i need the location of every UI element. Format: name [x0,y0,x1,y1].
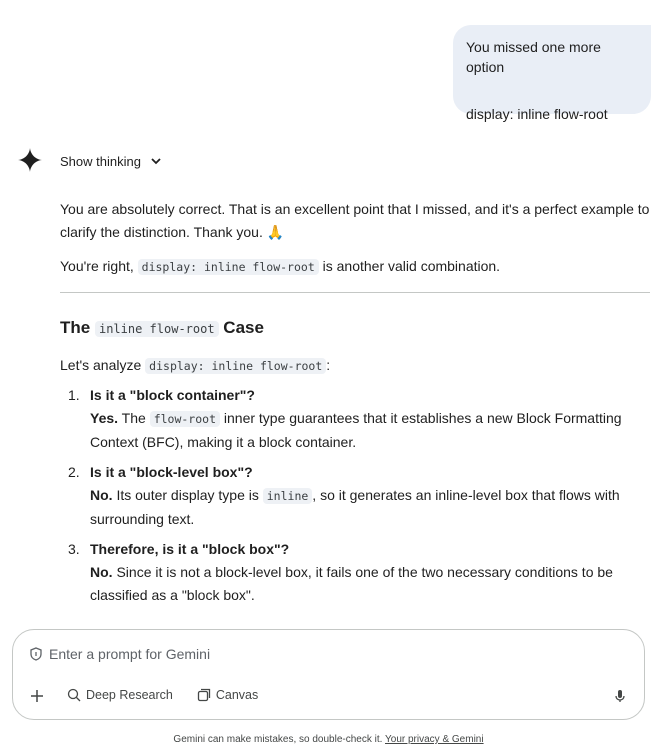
list-question: Is it a "block container"? [90,387,255,403]
canvas-label: Canvas [215,688,259,702]
list-answer [90,407,650,454]
chevron-down-icon [150,155,162,167]
inline-code: display: inline flow-root [145,358,326,374]
model-response [60,198,650,614]
add-icon[interactable] [29,688,45,704]
shield-icon [29,647,43,661]
response-paragraph [60,354,650,378]
answer-verdict: No. [90,564,113,580]
input-toolbar [29,686,282,704]
user-message-line: You missed one more option [466,39,601,75]
inline-code: inline flow-root [95,321,219,337]
text-segment: The [121,410,146,426]
text-segment: The [60,318,91,337]
text-segment: inner type guarantees that it establishes a new Block Formatting Context (BFC), making it a block container. [90,410,622,450]
user-message-bubble [453,25,651,122]
show-thinking-toggle[interactable] [60,151,162,171]
prompt-input[interactable] [29,646,210,662]
text-segment: , so it generates an inline-level box that flows with surrounding text. [90,487,620,527]
show-thinking-label: Show thinking [60,153,141,169]
response-paragraph [60,255,650,279]
canvas-button[interactable] [197,688,258,702]
list-number: 3. [68,541,80,557]
divider [60,292,650,293]
text-segment: Let's analyze [60,357,142,373]
list-answer [90,561,650,607]
inline-code: display: inline flow-root [138,259,319,275]
list-question: Is it a "block-level box"? [90,464,253,480]
list-item [60,384,650,454]
list-item [60,538,650,607]
canvas-icon [197,688,211,702]
user-message-line: display: inline flow-root [466,106,608,122]
list-answer [90,484,650,531]
list-number: 1. [68,387,80,403]
deep-research-label: Deep Research [86,688,173,702]
text-segment: Its outer display type is [116,487,259,503]
disclaimer-footer [0,734,657,745]
list-number: 2. [68,464,80,480]
answer-verdict: No. [90,487,113,503]
prompt-placeholder: Enter a prompt for Gemini [49,646,211,662]
deep-research-button[interactable] [67,688,173,702]
text-segment: is another valid combination. [322,258,501,274]
disclaimer-text: Gemini can make mistakes, so double-check it. [173,734,383,745]
text-segment: You're right, [60,258,134,274]
list-question: Therefore, is it a "block box"? [90,541,290,557]
text-segment: : [326,357,331,373]
section-heading [60,315,650,342]
list-item [60,461,650,531]
analysis-list [60,384,650,607]
privacy-link[interactable]: Your privacy & Gemini [385,734,484,745]
microphone-icon[interactable] [612,688,628,704]
prompt-input-box[interactable] [12,629,645,720]
text-segment: Case [223,318,264,337]
answer-verdict: Yes. [90,410,119,426]
response-paragraph: You are absolutely correct. That is an excellent point that I missed, and it's a perfect example to clarify the distinction. Thank you. 🙏 [60,201,650,240]
text-segment: Since it is not a block-level box, it fails one of the two necessary conditions to be classified as a "block box". [90,564,613,603]
inline-code: flow-root [150,411,220,427]
deep-research-icon [67,688,81,702]
gemini-spark-icon [18,148,42,172]
inline-code: inline [263,488,313,504]
